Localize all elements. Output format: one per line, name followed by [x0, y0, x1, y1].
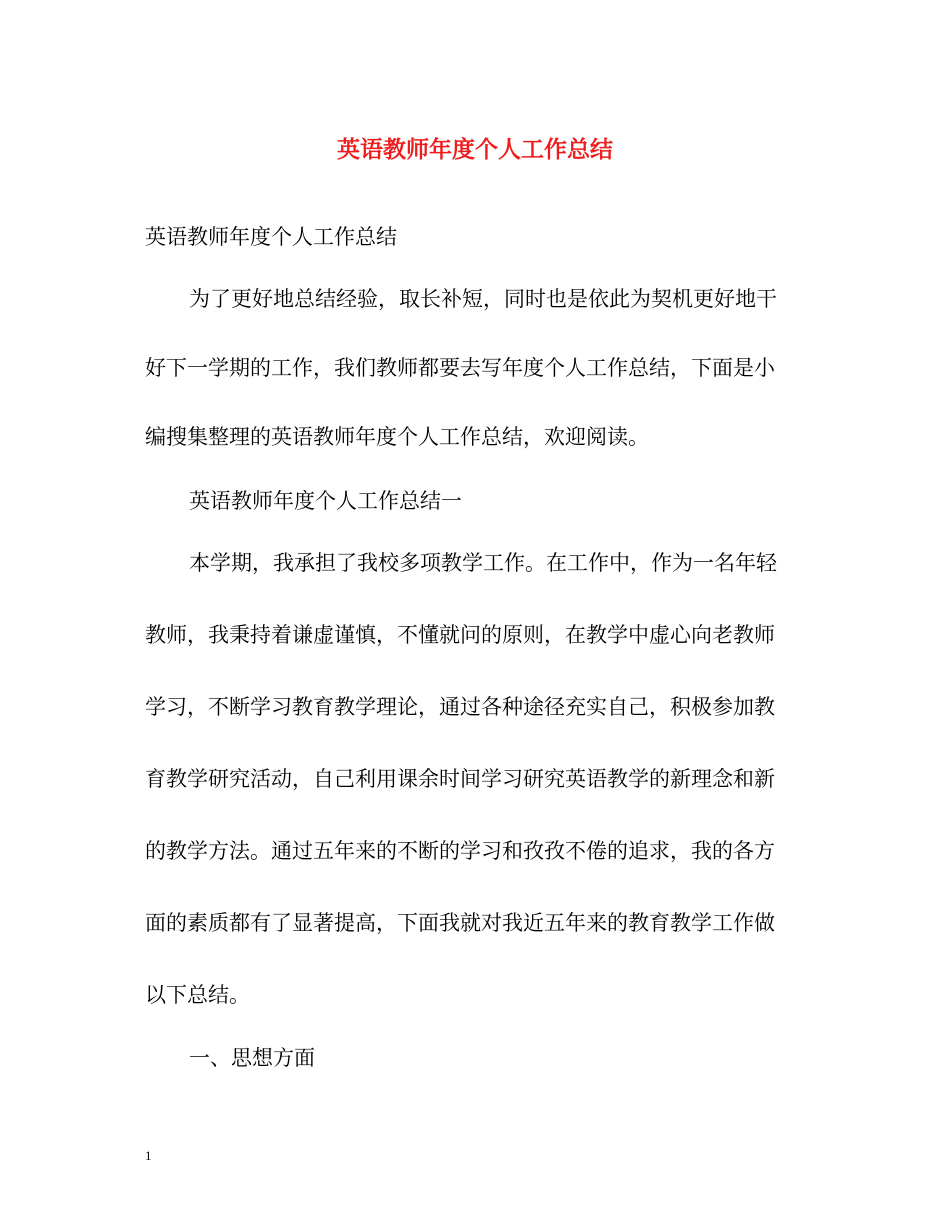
- paragraph-body-line-7: 以下总结。: [145, 983, 250, 1007]
- subtitle-line: 英语教师年度个人工作总结: [145, 225, 397, 249]
- paragraph-intro-line-3: 编搜集整理的英语教师年度个人工作总结，欢迎阅读。: [145, 425, 649, 449]
- page-title: 英语教师年度个人工作总结: [337, 136, 613, 163]
- section-heading-one: 英语教师年度个人工作总结一: [189, 489, 462, 513]
- paragraph-body-line-6: 面的素质都有了显著提高，下面我就对我近五年来的教育教学工作做: [145, 911, 775, 935]
- paragraph-intro-line-1: 为了更好地总结经验，取长补短，同时也是依此为契机更好地干: [189, 287, 777, 311]
- paragraph-intro-line-2: 好下一学期的工作，我们教师都要去写年度个人工作总结，下面是小: [145, 356, 775, 380]
- paragraph-body-line-3: 学习，不断学习教育教学理论，通过各种途径充实自己，积极参加教: [145, 695, 775, 719]
- section-heading-thought: 一、思想方面: [189, 1046, 315, 1070]
- paragraph-body-line-4: 育教学研究活动，自己利用课余时间学习研究英语教学的新理念和新: [145, 767, 775, 791]
- page-number: 1: [145, 1148, 152, 1163]
- paragraph-body-line-5: 的教学方法。通过五年来的不断的学习和孜孜不倦的追求，我的各方: [145, 839, 775, 863]
- paragraph-body-line-2: 教师，我秉持着谦虚谨慎，不懂就问的原则，在教学中虚心向老教师: [145, 623, 775, 647]
- paragraph-body-line-1: 本学期，我承担了我校多项教学工作。在工作中，作为一名年轻: [189, 551, 777, 575]
